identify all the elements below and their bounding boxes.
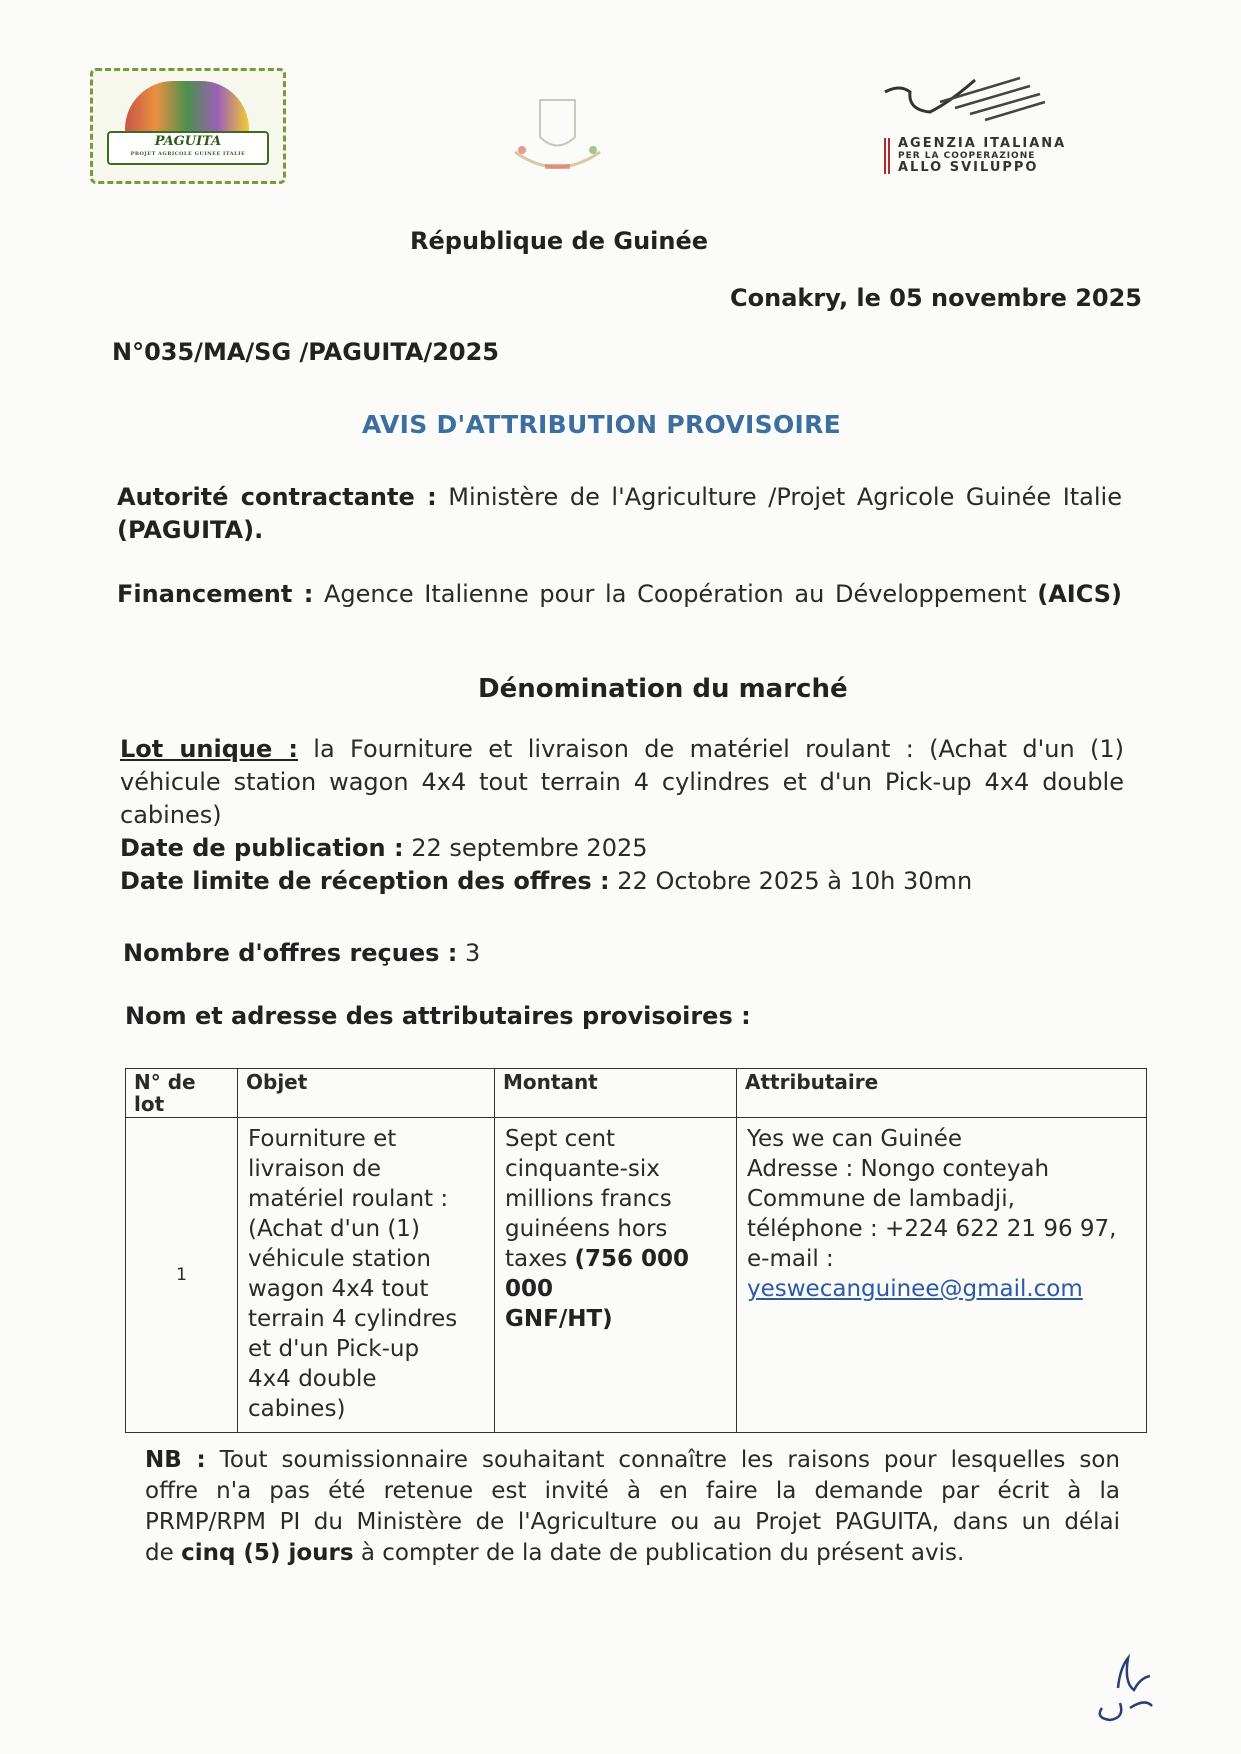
- publication-label: Date de publication :: [120, 834, 404, 862]
- awardee-commune: Commune de lambadji,: [747, 1186, 1015, 1212]
- awardee-email-link[interactable]: yeswecanguinee@gmail.com: [747, 1276, 1083, 1302]
- lot-line2: véhicule station wagon 4x4 tout terrain 4 cylindres et d'un Pick-up 4x4 double: [120, 768, 1124, 796]
- country-name: République de Guinée: [410, 227, 709, 255]
- nb-line1: Tout soumissionnaire souhaitant connaître les raisons pour lesquelles son: [219, 1447, 1121, 1473]
- signature-icon: [1090, 1648, 1160, 1728]
- object-line: terrain 4 cylindres: [248, 1306, 458, 1332]
- awardees-table: [125, 1068, 1147, 1433]
- amount-line: millions francs: [505, 1186, 672, 1212]
- amount-line: guinéens hors: [505, 1216, 668, 1242]
- market-heading: Dénomination du marché: [478, 674, 848, 704]
- financing-text: Agence Italienne pour la Coopération au Développement: [324, 580, 1027, 608]
- offers-value: 3: [465, 939, 481, 967]
- object-line: wagon 4x4 tout: [248, 1276, 429, 1302]
- amount-line: cinquante-six: [505, 1156, 660, 1182]
- aics-logo: [880, 72, 1090, 182]
- nb-line4-post: à compter de la date de publication du présent avis.: [360, 1540, 965, 1566]
- reference-number: N°035/MA/SG /PAGUITA/2025: [112, 338, 499, 366]
- lot-label: Lot unique :: [120, 735, 298, 763]
- vegetable-basket-icon: [125, 81, 249, 137]
- amount-currency: GNF/HT): [505, 1306, 613, 1332]
- paguita-logo-banner: [107, 131, 269, 165]
- awardees-heading: Nom et adresse des attributaires provisoires :: [125, 1002, 751, 1030]
- page-title: AVIS D'ATTRIBUTION PROVISOIRE: [362, 410, 842, 439]
- amount-line: taxes: [505, 1246, 568, 1272]
- offers-count: [123, 937, 480, 970]
- awardee-phone: téléphone : +224 622 21 96 97,: [747, 1216, 1117, 1242]
- object-line: livraison de: [248, 1156, 382, 1182]
- cell-object: [238, 1118, 495, 1433]
- nb-block: [145, 1445, 1120, 1569]
- object-line: véhicule station: [248, 1246, 431, 1272]
- table-row: [126, 1118, 1147, 1433]
- deadline-value: 22 Octobre 2025 à 10h 30mn: [617, 867, 973, 895]
- table-header-row: [126, 1069, 1147, 1118]
- financing-label: Financement :: [117, 580, 314, 608]
- paguita-logo: [90, 68, 286, 184]
- nb-line2: offre n'a pas été retenue est invité à en faire la demande par écrit à la: [145, 1478, 1120, 1504]
- publication-value: 22 septembre 2025: [411, 834, 648, 862]
- lot-line3: cabines): [120, 801, 222, 829]
- header-object: Objet: [238, 1069, 495, 1118]
- agency-logo-line3: ALLO SVILUPPO: [898, 160, 1039, 175]
- lot-line1: la Fourniture et livraison de matériel roulant : (Achat d'un (1): [313, 735, 1124, 763]
- cell-lot: 1: [126, 1118, 238, 1433]
- awardee-address: Adresse : Nongo conteyah: [747, 1156, 1050, 1182]
- authority-abbr: (PAGUITA).: [117, 516, 264, 544]
- amount-figure: (756 000 000: [505, 1246, 690, 1302]
- authority-block: [117, 481, 1122, 547]
- object-line: Fourniture et: [248, 1126, 397, 1152]
- agency-logo-line1: AGENZIA ITALIANA: [898, 136, 1067, 151]
- cell-awardee: [737, 1118, 1147, 1433]
- authority-label: Autorité contractante :: [117, 483, 437, 511]
- nb-line4-pre: de: [145, 1540, 174, 1566]
- financing-block: [117, 578, 1122, 611]
- object-line: et d'un Pick-up: [248, 1336, 420, 1362]
- nb-line4-bold: cinq (5) jours: [181, 1540, 354, 1566]
- object-line: cabines): [248, 1396, 346, 1422]
- place-date: Conakry, le 05 novembre 2025: [730, 284, 1142, 312]
- dove-icon: [880, 72, 1050, 132]
- deadline-label: Date limite de réception des offres :: [120, 867, 610, 895]
- financing-abbr: (AICS): [1037, 580, 1123, 608]
- header-awardee: Attributaire: [737, 1069, 1147, 1118]
- object-line: matériel roulant :: [248, 1186, 449, 1212]
- nb-line3: PRMP/RPM PI du Ministère de l'Agriculture ou au Projet PAGUITA, dans un délai: [145, 1509, 1120, 1535]
- cell-amount: [495, 1118, 737, 1433]
- awardee-email-label: e-mail :: [747, 1246, 834, 1272]
- authority-text: Ministère de l'Agriculture /Projet Agricole Guinée Italie: [448, 483, 1122, 511]
- awardee-name: Yes we can Guinée: [747, 1126, 963, 1152]
- amount-line: Sept cent: [505, 1126, 616, 1152]
- object-line: (Achat d'un (1): [248, 1216, 420, 1242]
- header-amount: Montant: [495, 1069, 737, 1118]
- agency-logo-line2: PER LA COOPERAZIONE: [898, 151, 1036, 161]
- offers-label: Nombre d'offres reçues :: [123, 939, 458, 967]
- paguita-logo-text: PAGUITA: [154, 134, 222, 149]
- object-line: 4x4 double: [248, 1366, 377, 1392]
- paguita-logo-subtext: PROJET AGRICOLE GUINEE ITALIE: [130, 151, 246, 157]
- header-lot: N° de lot: [126, 1069, 238, 1118]
- lot-block: [120, 733, 1124, 898]
- guinea-coat-of-arms-icon: [500, 92, 615, 182]
- nb-label: NB :: [145, 1447, 206, 1473]
